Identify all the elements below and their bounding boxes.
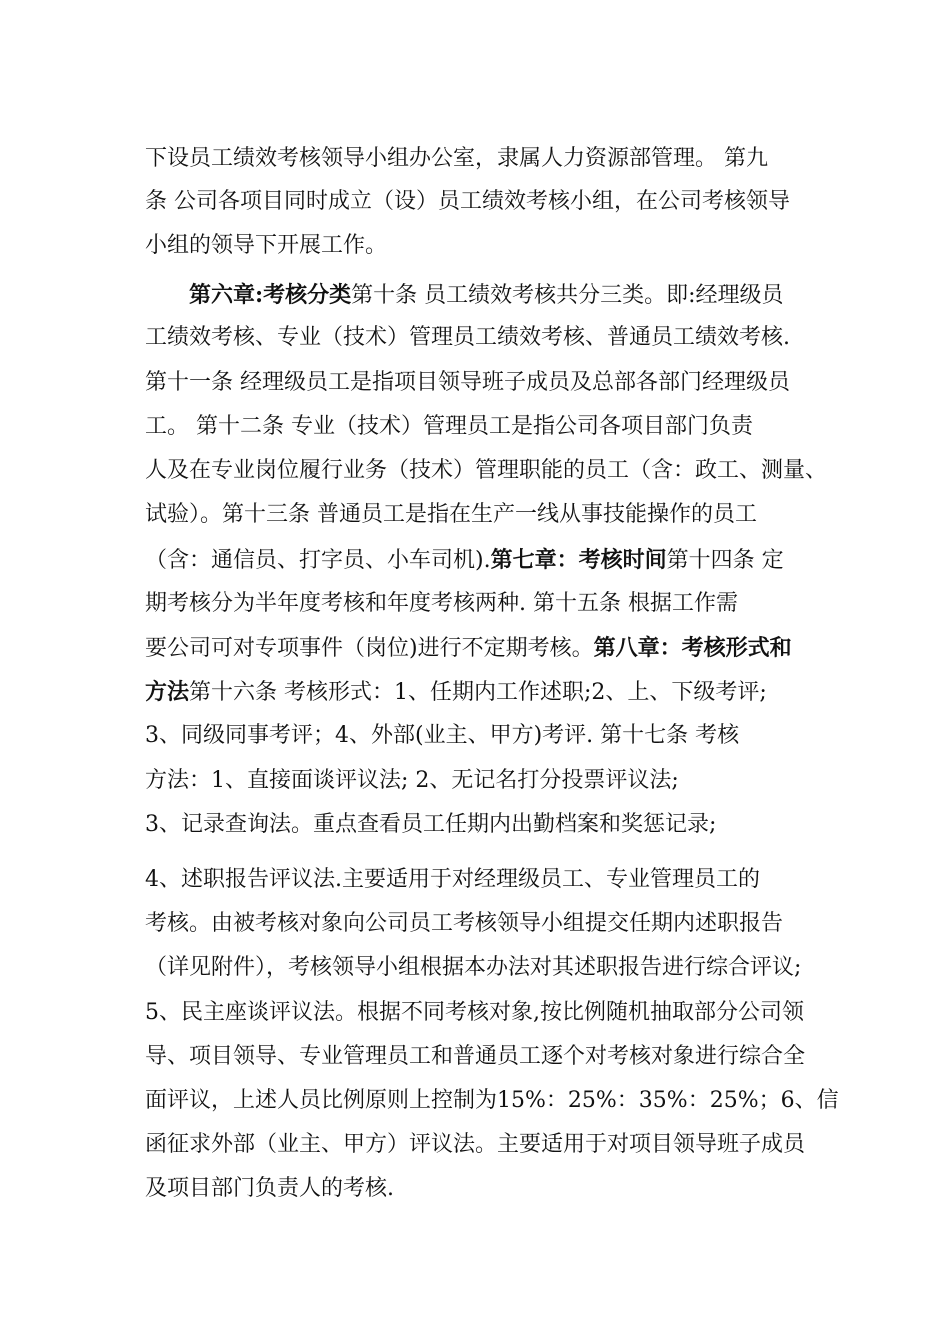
text-segment: 工绩效考核、专业（技术）管理员工绩效考核、普通员工绩效考核. [145, 325, 790, 350]
text-line [145, 998, 835, 1028]
text-line [145, 1130, 835, 1160]
text-segment: 函征求外部（业主、甲方）评议法。主要适用于对项目领导班子成员 [145, 1132, 806, 1157]
text-segment: 小组的领导下开展工作。 [145, 233, 388, 258]
text-line [145, 633, 835, 663]
text-line [145, 323, 835, 353]
text-line [145, 865, 835, 895]
text-line [145, 412, 835, 442]
text-line [145, 810, 835, 840]
chapter-heading: 第六章:考核分类 [189, 282, 352, 308]
text-line [145, 677, 835, 707]
text-line [189, 280, 879, 310]
text-segment: 考核。由被考核对象向公司员工考核领导小组提交任期内述职报告 [145, 911, 784, 936]
text-segment: 人及在专业岗位履行业务（技术）管理职能的员工（含：政工、测量、 [145, 458, 828, 483]
text-segment: 4、述职报告评议法.主要适用于对经理级员工、专业管理员工的 [145, 867, 760, 892]
text-segment: 要公司可对专项事件（岗位)进行不定期考核。 [145, 636, 594, 661]
text-segment: 3、记录查询法。重点查看员工任期内出勤档案和奖惩记录; [145, 812, 717, 837]
text-segment: 第十一条 经理级员工是指项目领导班子成员及总部各部门经理级员 [145, 370, 790, 395]
text-line [145, 231, 835, 261]
text-segment: 第十条 员工绩效考核共分三类。即:经理级员 [351, 283, 784, 308]
text-line [145, 144, 835, 174]
text-segment: 第十四条 定 [666, 548, 784, 573]
text-line [145, 368, 835, 398]
text-line [145, 721, 835, 751]
chapter-heading: 方法 [145, 679, 190, 705]
text-line [145, 1086, 839, 1116]
chapter-heading: 第八章：考核形式和 [593, 635, 792, 661]
text-segment: 方法：1、直接面谈评议法; 2、无记名打分投票评议法; [145, 768, 679, 793]
text-line [145, 187, 835, 217]
text-segment: 条 公司各项目同时成立（设）员工绩效考核小组，在公司考核领导 [145, 189, 790, 214]
text-segment: 下设员工绩效考核领导小组办公室，隶属人力资源部管理。 第九 [145, 146, 768, 171]
text-segment: 5、民主座谈评议法。根据不同考核对象,按比例随机抽取部分公司领 [145, 1000, 804, 1025]
text-line [145, 1174, 835, 1204]
chapter-heading: 第七章：考核时间 [490, 547, 667, 573]
text-segment: 试验）。第十三条 普通员工是指在生产一线从事技能操作的员工 [145, 502, 757, 527]
text-segment: （含：通信员、打字员、小车司机). [145, 548, 491, 573]
text-segment: （详见附件），考核领导小组根据本办法对其述职报告进行综合评议; [145, 955, 802, 980]
text-segment: 3、同级同事考评；4、外部(业主、甲方)考评. 第十七条 考核 [145, 723, 740, 748]
text-segment: 面评议，上述人员比例原则上控制为15%：25%：35%：25%；6、信 [145, 1088, 839, 1113]
text-segment: 导、项目领导、专业管理员工和普通员工逐个对考核对象进行综合全 [145, 1044, 806, 1069]
text-line [145, 909, 835, 939]
text-segment: 工。 第十二条 专业（技术）管理员工是指公司各项目部门负责 [145, 414, 753, 439]
text-line [145, 589, 835, 619]
text-segment: 期考核分为半年度考核和年度考核两种. 第十五条 根据工作需 [145, 591, 738, 616]
text-line [145, 766, 835, 796]
text-line [145, 456, 835, 486]
text-line [145, 545, 835, 575]
text-line [145, 953, 835, 983]
text-line [145, 500, 835, 530]
text-segment: 及项目部门负责人的考核. [145, 1176, 394, 1201]
text-segment: 第十六条 考核形式：1、任期内工作述职;2、上、下级考评; [189, 680, 767, 705]
text-line [145, 1042, 835, 1072]
